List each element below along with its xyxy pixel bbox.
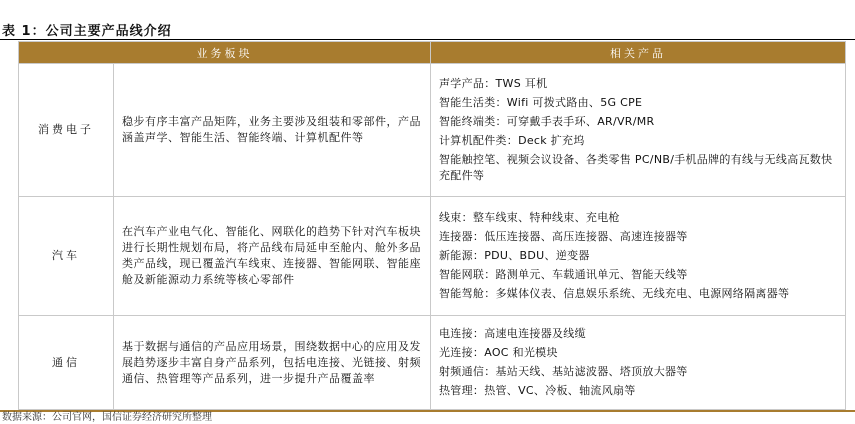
- category-cell: 通信: [19, 316, 114, 410]
- title-rule: [0, 39, 855, 40]
- category-cell: 汽车: [19, 197, 114, 316]
- table-row-communication: [19, 316, 846, 410]
- product-line-item: 智能触控笔、视频会议设备、各类零售 PC/NB/手机品牌的有线与无线高瓦数快充配件等: [439, 153, 833, 182]
- header-segment: 业务板块: [19, 42, 431, 64]
- header-products: 相关产品: [431, 42, 846, 64]
- product-line-item: 电连接：高速电连接器及线缆: [439, 327, 586, 340]
- product-line-item: 计算机配件类：Deck 扩充坞: [439, 134, 585, 147]
- table-row-automotive: [19, 197, 846, 316]
- product-line-item: 智能网联：路测单元、车载通讯单元、智能天线等: [439, 268, 688, 281]
- product-line-item: 智能驾舱：多媒体仪表、信息娱乐系统、无线充电、电源网络隔离器等: [439, 287, 790, 300]
- product-line-table: [18, 41, 846, 410]
- product-line-item: 声学产品：TWS 耳机: [439, 77, 548, 90]
- category-cell: 消费电子: [19, 64, 114, 197]
- products-cell: [431, 316, 846, 410]
- product-line-item: 新能源：PDU、BDU、逆变器: [439, 249, 590, 262]
- product-line-table-container: [18, 41, 845, 410]
- product-line-item: 智能生活类：Wifi 可拨式路由、5G CPE: [439, 96, 643, 109]
- source-note: 数据来源：公司官网，国信证券经济研究所整理: [2, 412, 212, 423]
- header-row: [19, 42, 846, 64]
- product-line-item: 连接器：低压连接器、高压连接器、高速连接器等: [439, 230, 688, 243]
- description-cell: 稳步有序丰富产品矩阵，业务主要涉及组装和零部件，产品涵盖声学、智能生活、智能终端、计算机配件等: [114, 64, 431, 197]
- product-line-item: 智能终端类：可穿戴手表手环、AR/VR/MR: [439, 115, 655, 128]
- product-line-item: 线束：整车线束、特种线束、充电枪: [439, 211, 620, 224]
- product-line-item: 热管理：热管、VC、冷板、轴流风扇等: [439, 384, 636, 397]
- table-row-consumer-electronics: [19, 64, 846, 197]
- products-cell: [431, 64, 846, 197]
- table-title: 表 1：公司主要产品线介绍: [2, 24, 172, 39]
- products-cell: [431, 197, 846, 316]
- description-cell: 基于数据与通信的产品应用场景，围绕数据中心的应用及发展趋势逐步丰富自身产品系列，包括电连接、光链接、射频通信、热管理等产品系列，进一步提升产品覆盖率: [114, 316, 431, 410]
- product-line-item: 射频通信：基站天线、基站滤波器、塔顶放大器等: [439, 365, 688, 378]
- product-line-item: 光连接：AOC 和光模块: [439, 346, 558, 359]
- description-cell: 在汽车产业电气化、智能化、网联化的趋势下针对汽车板块进行长期性规划布局，将产品线布局延申至舱内、舱外多品类产品线，现已覆盖汽车线束、连接器、智能网联、智能座舱及新能源动力系统等核心零部件: [114, 197, 431, 316]
